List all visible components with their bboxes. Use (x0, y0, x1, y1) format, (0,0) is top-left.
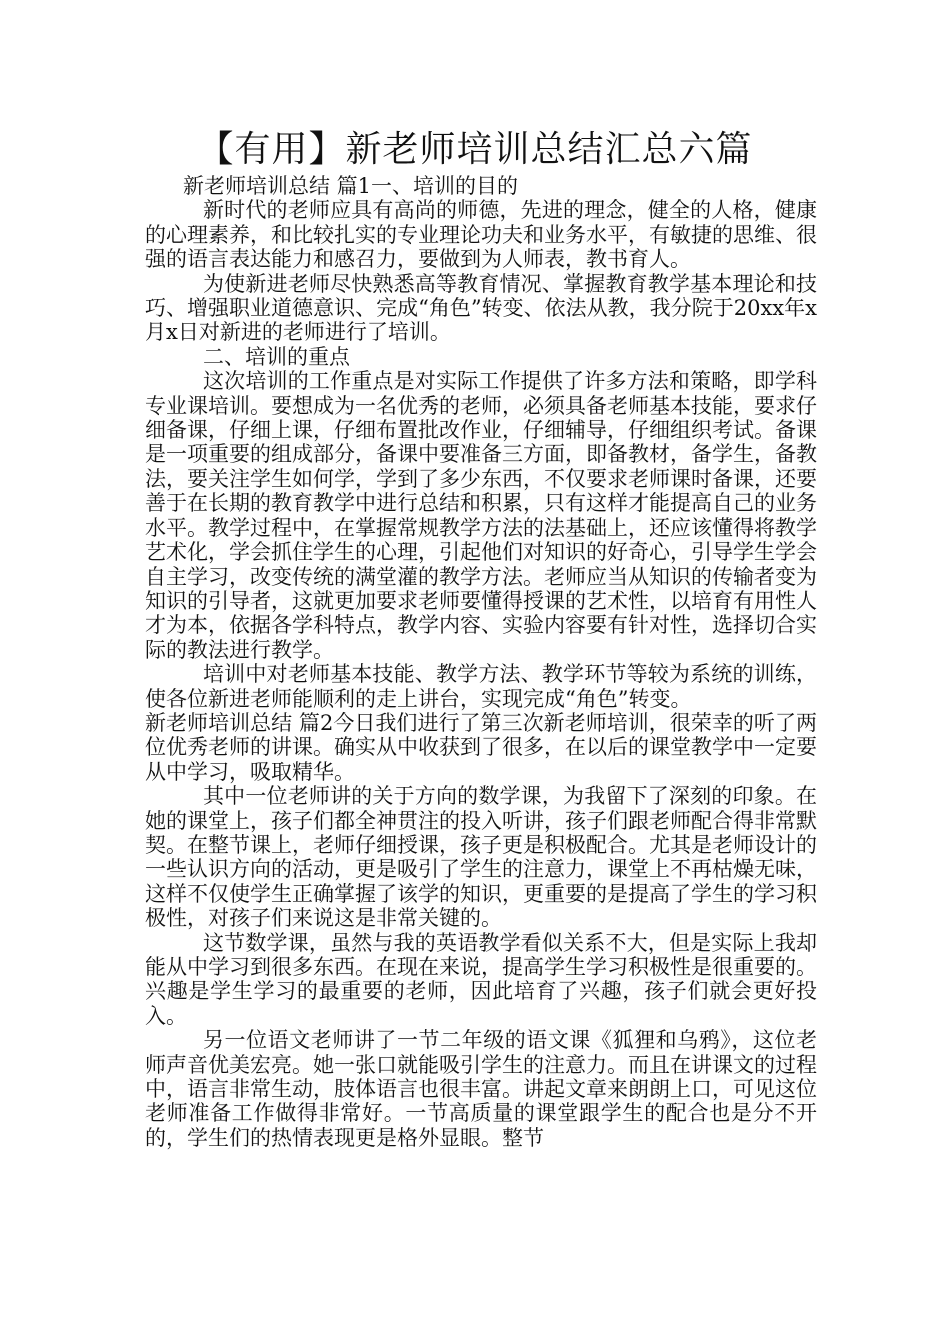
document-body (145, 174, 817, 1150)
paragraph: 培训中对老师基本技能、教学方法、教学环节等较为系统的训练，使各位新进老师能顺利的走上讲台，实现完成“角色”转变。 (145, 662, 817, 711)
section-heading-2: 二、培训的重点 (203, 344, 350, 369)
section-heading-3: 新老师培训总结 篇2今日我们进行了第三次新老师培训，很荣幸的听了两位优秀老师的讲课。确实从中收获到了很多，在以后的课堂教学中一定要从中学习，吸取精华。 (145, 710, 817, 784)
paragraph: 另一位语文老师讲了一节二年级的语文课《狐狸和乌鸦》，这位老师声音优美宏亮。她一张口就能吸引学生的注意力。而且在讲课文的过程中，语言非常生动，肢体语言也很丰富。讲起文章来朗朗上口，可见这位老师准备工作做得非常好。一节高质量的课堂跟学生的配合也是分不开的，学生们的热情表现更是格外显眼。整节 (145, 1028, 817, 1150)
paragraph: 为使新进老师尽快熟悉高等教育情况、掌握教育教学基本理论和技巧、增强职业道德意识、完成“角色”转变、依法从教，我分院于20xx年x月x日对新进的老师进行了培训。 (145, 271, 817, 345)
section-heading-1: 新老师培训总结 篇1一、培训的目的 (183, 174, 519, 198)
paragraph: 其中一位老师讲的关于方向的数学课，为我留下了深刻的印象。在她的课堂上，孩子们都全神贯注的投入听讲，孩子们跟老师配合得非常默契。在整节课上，老师仔细授课，孩子更是积极配合。尤其是老师设计的一些认识方向的活动，更是吸引了学生的注意力，课堂上不再枯燥无味，这样不仅使学生正确掌握了该学的知识，更重要的是提高了学生的学习积极性，对孩子们来说这是非常关键的。 (145, 784, 817, 931)
document-title: 【有用】新老师培训总结汇总六篇 (197, 129, 753, 170)
paragraph: 新时代的老师应具有高尚的师德，先进的理念，健全的人格，健康的心理素养，和比较扎实的专业理论功夫和业务水平，有敏捷的思维、很强的语言表达能力和感召力，要做到为人师表，教书育人。 (145, 198, 817, 272)
paragraph: 这次培训的工作重点是对实际工作提供了许多方法和策略，即学科专业课培训。要想成为一名优秀的老师，必须具备老师基本技能，要求仔细备课，仔细上课，仔细布置批改作业，仔细辅导，仔细组织考试。备课是一项重要的组成部分，备课中要准备三方面，即备教材，备学生，备教法，要关注学生如何学，学到了多少东西，不仅要求老师课时备课，还要善于在长期的教育教学中进行总结和积累，只有这样才能提高自己的业务水平。教学过程中，在掌握常规教学方法的法基础上，还应该懂得将教学艺术化，学会抓住学生的心理，引起他们对知识的好奇心，引导学生学会自主学习，改变传统的满堂灌的教学方法。老师应当从知识的传输者变为知识的引导者，这就更加要求老师要懂得授课的艺术性，以培育有用性人才为本，依据各学科特点，教学内容、实验内容要有针对性，选择切合实际的教法进行教学。 (145, 369, 817, 662)
paragraph: 这节数学课，虽然与我的英语教学看似关系不大，但是实际上我却能从中学习到很多东西。在现在来说，提高学生学习积极性是很重要的。兴趣是学生学习的最重要的老师，因此培育了兴趣，孩子们就会更好投入。 (145, 930, 817, 1028)
